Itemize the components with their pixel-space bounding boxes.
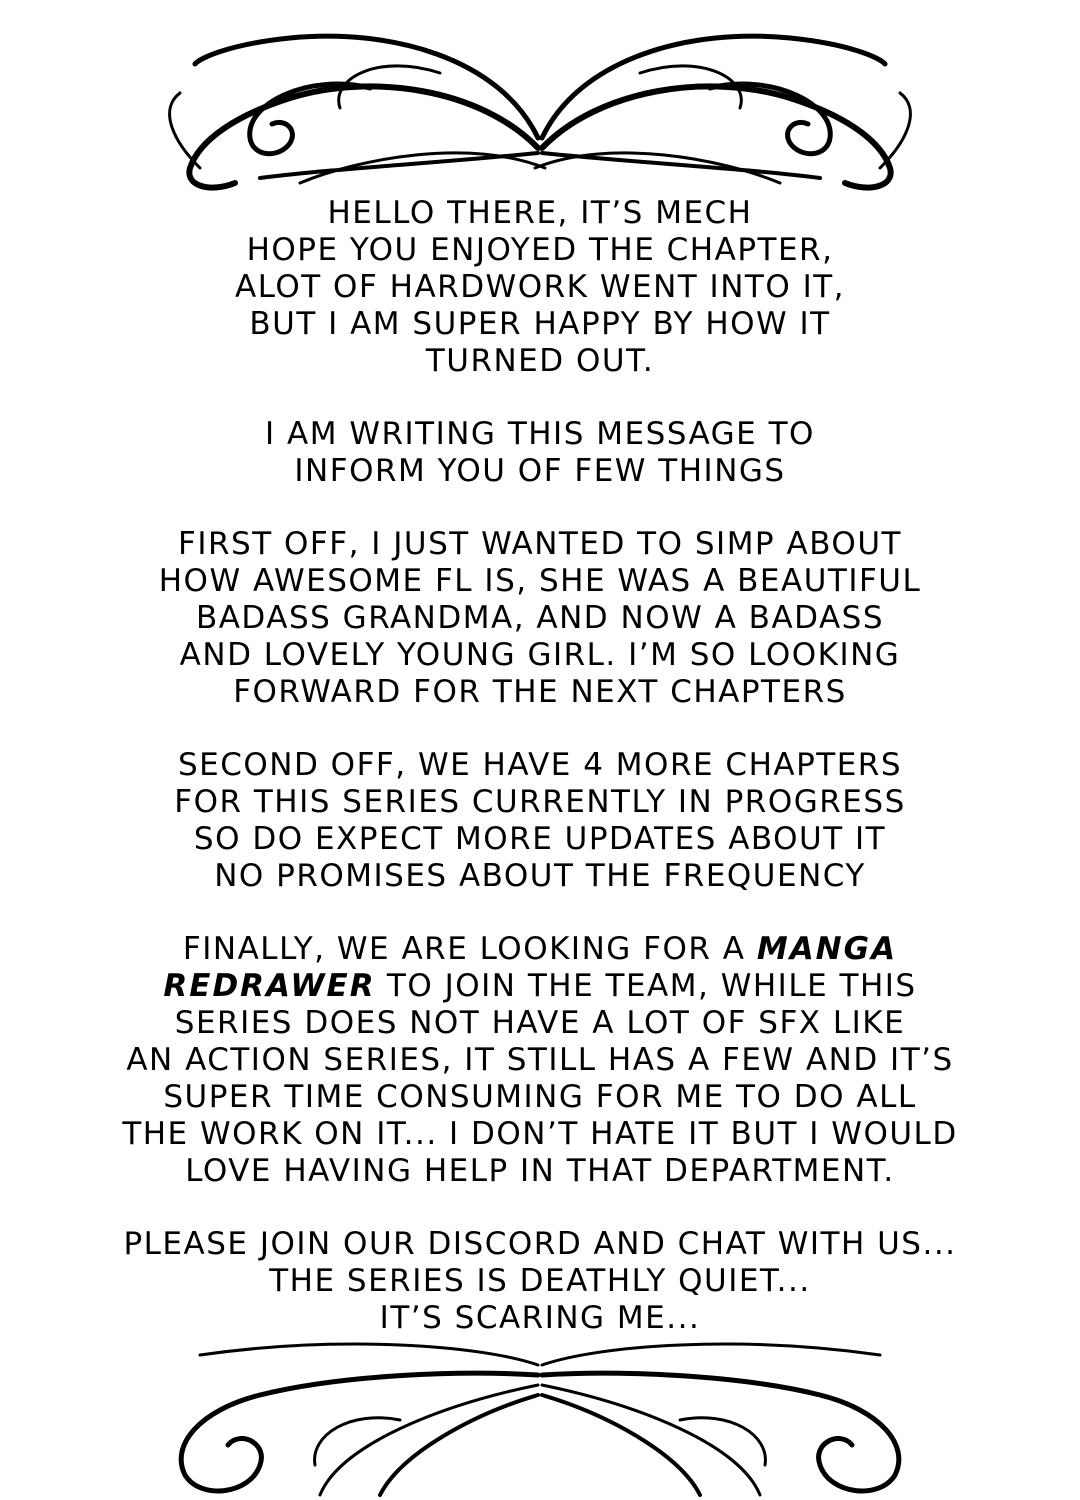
- message-body: [40, 195, 1040, 1373]
- emphasis-manga: MANGA: [756, 931, 898, 967]
- top-scroll-ornament-icon: [140, 18, 940, 193]
- paragraph-first-off: [40, 526, 1040, 711]
- paragraph-discord: [40, 1226, 1040, 1337]
- text-line: FOR THIS SERIES CURRENTLY IN PROGRESS: [174, 784, 906, 820]
- text-line: BUT I AM SUPER HAPPY BY HOW IT: [249, 306, 831, 342]
- text-line: LOVE HAVING HELP IN THAT DEPARTMENT.: [185, 1153, 895, 1189]
- text-line: PLEASE JOIN OUR DISCORD AND CHAT WITH US...: [123, 1226, 957, 1262]
- text-line: TURNED OUT.: [425, 343, 655, 379]
- text-line: SECOND OFF, WE HAVE 4 MORE CHAPTERS: [177, 747, 903, 783]
- text-line: IT’S SCARING ME...: [379, 1300, 701, 1336]
- text-line: NO PROMISES ABOUT THE FREQUENCY: [214, 858, 866, 894]
- text-line: FIRST OFF, I JUST WANTED TO SIMP ABOUT: [178, 526, 902, 562]
- paragraph-second-off: [40, 747, 1040, 895]
- text-line: SUPER TIME CONSUMING FOR ME TO DO ALL: [163, 1079, 917, 1115]
- text-segment: TO JOIN THE TEAM, WHILE THIS: [375, 968, 917, 1004]
- text-line: [40, 968, 1040, 1005]
- text-line: SO DO EXPECT MORE UPDATES ABOUT IT: [193, 821, 887, 857]
- text-line: INFORM YOU OF FEW THINGS: [294, 453, 786, 489]
- text-line: HELLO THERE, IT’S MECH: [327, 195, 753, 231]
- text-line: AND LOVELY YOUNG GIRL. I’M SO LOOKING: [179, 637, 901, 673]
- text-line: THE SERIES IS DEATHLY QUIET...: [269, 1263, 811, 1299]
- text-line: FORWARD FOR THE NEXT CHAPTERS: [233, 674, 847, 710]
- text-segment: FINALLY, WE ARE LOOKING FOR A: [182, 931, 757, 967]
- text-line: ALOT OF HARDWORK WENT INTO IT,: [234, 269, 846, 305]
- text-line: I AM WRITING THIS MESSAGE TO: [265, 416, 815, 452]
- text-line: AN ACTION SERIES, IT STILL HAS A FEW AND IT’S: [126, 1042, 954, 1078]
- text-line: SERIES DOES NOT HAVE A LOT OF SFX LIKE: [174, 1005, 906, 1041]
- paragraph-intro: [40, 416, 1040, 490]
- bottom-scroll-ornament-icon: [140, 1325, 940, 1500]
- emphasis-redrawer: REDRAWER: [163, 968, 376, 1004]
- paragraph-greeting: [40, 195, 1040, 380]
- text-line: BADASS GRANDMA, AND NOW A BADASS: [195, 600, 885, 636]
- text-line: [40, 931, 1040, 968]
- text-line: THE WORK ON IT... I DON’T HATE IT BUT I WOULD: [122, 1116, 958, 1152]
- text-line: HOPE YOU ENJOYED THE CHAPTER,: [246, 232, 834, 268]
- text-line: HOW AWESOME FL IS, SHE WAS A BEAUTIFUL: [158, 563, 922, 599]
- paragraph-finally: [40, 931, 1040, 1190]
